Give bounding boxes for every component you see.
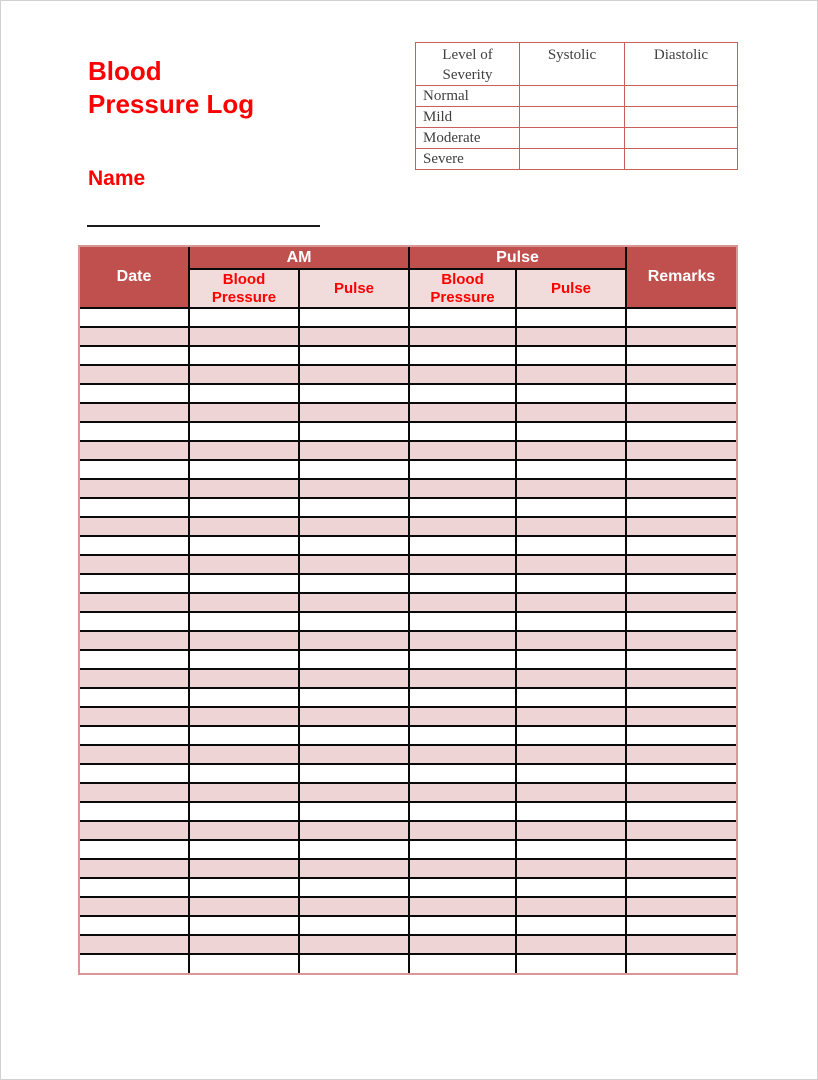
- log-cell-pm-bp[interactable]: [409, 726, 516, 745]
- log-cell-remarks[interactable]: [626, 308, 736, 327]
- log-table: [80, 247, 736, 973]
- log-cell-date[interactable]: [80, 498, 189, 517]
- log-cell-pm-pulse[interactable]: [516, 479, 626, 498]
- log-cell-am-pulse[interactable]: [299, 536, 409, 555]
- log-cell-pm-pulse[interactable]: [516, 745, 626, 764]
- log-cell-pm-bp[interactable]: [409, 517, 516, 536]
- page-title-line1: Blood: [88, 56, 162, 86]
- log-cell-am-pulse[interactable]: [299, 745, 409, 764]
- log-table-row: [80, 897, 736, 916]
- log-cell-remarks[interactable]: [626, 650, 736, 669]
- log-header-remarks: Remarks: [626, 247, 736, 308]
- log-table-row: [80, 479, 736, 498]
- log-cell-pm-pulse[interactable]: [516, 764, 626, 783]
- severity-label: Moderate: [416, 128, 520, 149]
- log-cell-pm-bp[interactable]: [409, 916, 516, 935]
- log-cell-pm-pulse[interactable]: [516, 935, 626, 954]
- log-cell-am-pulse[interactable]: [299, 441, 409, 460]
- log-cell-pm-pulse[interactable]: [516, 384, 626, 403]
- log-cell-am-pulse[interactable]: [299, 422, 409, 441]
- log-cell-am-pulse[interactable]: [299, 574, 409, 593]
- log-cell-am-pulse[interactable]: [299, 669, 409, 688]
- log-cell-am-pulse[interactable]: [299, 650, 409, 669]
- log-cell-remarks[interactable]: [626, 802, 736, 821]
- log-table-row: [80, 384, 736, 403]
- log-cell-remarks[interactable]: [626, 726, 736, 745]
- log-cell-am-bp[interactable]: [189, 346, 299, 365]
- log-cell-remarks[interactable]: [626, 365, 736, 384]
- log-cell-am-pulse[interactable]: [299, 897, 409, 916]
- severity-systolic-cell[interactable]: [520, 128, 625, 149]
- log-cell-remarks[interactable]: [626, 422, 736, 441]
- log-header-date: Date: [80, 247, 189, 308]
- log-cell-remarks[interactable]: [626, 441, 736, 460]
- log-cell-am-pulse[interactable]: [299, 707, 409, 726]
- log-header-pm-group: Pulse: [409, 247, 626, 269]
- log-cell-am-bp[interactable]: [189, 612, 299, 631]
- log-table-row: [80, 517, 736, 536]
- log-cell-date[interactable]: [80, 460, 189, 479]
- log-cell-am-bp[interactable]: [189, 403, 299, 422]
- log-cell-remarks[interactable]: [626, 574, 736, 593]
- severity-systolic-cell[interactable]: [520, 149, 625, 170]
- log-cell-remarks[interactable]: [626, 384, 736, 403]
- log-cell-date[interactable]: [80, 859, 189, 878]
- log-cell-am-pulse[interactable]: [299, 821, 409, 840]
- log-cell-remarks[interactable]: [626, 707, 736, 726]
- log-table-row: [80, 840, 736, 859]
- log-cell-am-bp[interactable]: [189, 802, 299, 821]
- log-cell-am-pulse[interactable]: [299, 764, 409, 783]
- log-cell-pm-pulse[interactable]: [516, 859, 626, 878]
- log-cell-am-bp[interactable]: [189, 365, 299, 384]
- log-cell-remarks[interactable]: [626, 403, 736, 422]
- log-cell-am-bp[interactable]: [189, 498, 299, 517]
- log-cell-pm-bp[interactable]: [409, 422, 516, 441]
- log-cell-am-bp[interactable]: [189, 536, 299, 555]
- log-cell-am-bp[interactable]: [189, 460, 299, 479]
- name-entry-line[interactable]: [87, 210, 320, 227]
- log-cell-pm-pulse[interactable]: [516, 517, 626, 536]
- log-table-row: [80, 422, 736, 441]
- log-cell-remarks[interactable]: [626, 327, 736, 346]
- log-cell-am-pulse[interactable]: [299, 498, 409, 517]
- log-cell-pm-bp[interactable]: [409, 403, 516, 422]
- log-cell-pm-bp[interactable]: [409, 460, 516, 479]
- severity-diastolic-cell[interactable]: [625, 128, 738, 149]
- log-cell-date[interactable]: [80, 935, 189, 954]
- log-cell-date[interactable]: [80, 688, 189, 707]
- log-cell-pm-bp[interactable]: [409, 631, 516, 650]
- log-cell-am-bp[interactable]: [189, 384, 299, 403]
- log-cell-pm-pulse[interactable]: [516, 707, 626, 726]
- log-cell-pm-pulse[interactable]: [516, 441, 626, 460]
- log-cell-pm-bp[interactable]: [409, 612, 516, 631]
- log-cell-pm-pulse[interactable]: [516, 498, 626, 517]
- log-subheader-pm-pulse: Pulse: [516, 269, 626, 308]
- log-cell-pm-bp[interactable]: [409, 840, 516, 859]
- log-cell-pm-bp[interactable]: [409, 935, 516, 954]
- log-cell-am-bp[interactable]: [189, 441, 299, 460]
- severity-label: Normal: [416, 86, 520, 107]
- log-cell-remarks[interactable]: [626, 859, 736, 878]
- log-cell-pm-pulse[interactable]: [516, 650, 626, 669]
- log-cell-am-pulse[interactable]: [299, 517, 409, 536]
- log-cell-am-pulse[interactable]: [299, 612, 409, 631]
- log-table-row: [80, 403, 736, 422]
- log-cell-remarks[interactable]: [626, 916, 736, 935]
- log-cell-am-pulse[interactable]: [299, 726, 409, 745]
- log-cell-am-bp[interactable]: [189, 688, 299, 707]
- log-table-row: [80, 726, 736, 745]
- log-cell-remarks[interactable]: [626, 479, 736, 498]
- log-cell-pm-bp[interactable]: [409, 878, 516, 897]
- log-table-row: [80, 346, 736, 365]
- log-cell-pm-bp[interactable]: [409, 954, 516, 973]
- log-cell-pm-pulse[interactable]: [516, 536, 626, 555]
- log-cell-pm-bp[interactable]: [409, 707, 516, 726]
- log-cell-date[interactable]: [80, 878, 189, 897]
- log-table-row: [80, 669, 736, 688]
- log-table-row: [80, 441, 736, 460]
- log-cell-am-pulse[interactable]: [299, 859, 409, 878]
- log-cell-remarks[interactable]: [626, 669, 736, 688]
- log-cell-am-pulse[interactable]: [299, 954, 409, 973]
- log-table-row: [80, 308, 736, 327]
- log-cell-pm-bp[interactable]: [409, 821, 516, 840]
- log-cell-am-pulse[interactable]: [299, 783, 409, 802]
- log-cell-date[interactable]: [80, 764, 189, 783]
- log-cell-date[interactable]: [80, 441, 189, 460]
- log-cell-remarks[interactable]: [626, 688, 736, 707]
- log-cell-am-pulse[interactable]: [299, 878, 409, 897]
- log-cell-am-bp[interactable]: [189, 783, 299, 802]
- log-cell-am-bp[interactable]: [189, 821, 299, 840]
- log-cell-remarks[interactable]: [626, 593, 736, 612]
- log-cell-pm-pulse[interactable]: [516, 574, 626, 593]
- severity-diastolic-cell[interactable]: [625, 149, 738, 170]
- log-table-row: [80, 935, 736, 954]
- log-cell-am-bp[interactable]: [189, 954, 299, 973]
- log-cell-pm-bp[interactable]: [409, 441, 516, 460]
- log-cell-am-bp[interactable]: [189, 308, 299, 327]
- log-table-row: [80, 327, 736, 346]
- log-cell-remarks[interactable]: [626, 878, 736, 897]
- log-cell-pm-pulse[interactable]: [516, 593, 626, 612]
- severity-header-level: Level of Severity: [416, 43, 520, 86]
- log-cell-pm-bp[interactable]: [409, 384, 516, 403]
- log-cell-date[interactable]: [80, 650, 189, 669]
- log-table-row: [80, 593, 736, 612]
- log-cell-remarks[interactable]: [626, 764, 736, 783]
- log-cell-date[interactable]: [80, 954, 189, 973]
- log-cell-am-bp[interactable]: [189, 574, 299, 593]
- log-cell-date[interactable]: [80, 346, 189, 365]
- log-cell-remarks[interactable]: [626, 517, 736, 536]
- log-cell-pm-pulse[interactable]: [516, 612, 626, 631]
- log-table-row: [80, 954, 736, 973]
- log-cell-am-bp[interactable]: [189, 631, 299, 650]
- log-cell-am-bp[interactable]: [189, 935, 299, 954]
- log-table-row: [80, 859, 736, 878]
- log-cell-pm-bp[interactable]: [409, 498, 516, 517]
- page-title-line2: Pressure Log: [88, 89, 255, 119]
- log-cell-am-bp[interactable]: [189, 726, 299, 745]
- log-cell-remarks[interactable]: [626, 783, 736, 802]
- severity-row-mild: [416, 107, 738, 128]
- log-cell-pm-pulse[interactable]: [516, 327, 626, 346]
- log-cell-date[interactable]: [80, 593, 189, 612]
- name-label: Name: [88, 167, 146, 190]
- log-cell-pm-bp[interactable]: [409, 346, 516, 365]
- log-table-row: [80, 536, 736, 555]
- log-subheader-am-blood-pressure: Blood Pressure: [189, 269, 299, 308]
- log-table-row: [80, 555, 736, 574]
- log-group-header-row: [80, 247, 736, 269]
- log-cell-pm-bp[interactable]: [409, 536, 516, 555]
- log-cell-am-bp[interactable]: [189, 897, 299, 916]
- severity-label: Severe: [416, 149, 520, 170]
- log-cell-pm-pulse[interactable]: [516, 783, 626, 802]
- log-cell-am-pulse[interactable]: [299, 840, 409, 859]
- log-cell-date[interactable]: [80, 840, 189, 859]
- log-cell-pm-bp[interactable]: [409, 555, 516, 574]
- log-header-am-group: AM: [189, 247, 409, 269]
- log-cell-pm-bp[interactable]: [409, 783, 516, 802]
- log-cell-am-pulse[interactable]: [299, 802, 409, 821]
- log-cell-date[interactable]: [80, 365, 189, 384]
- log-cell-date[interactable]: [80, 479, 189, 498]
- log-cell-pm-pulse[interactable]: [516, 802, 626, 821]
- log-table-row: [80, 878, 736, 897]
- log-cell-am-pulse[interactable]: [299, 403, 409, 422]
- log-cell-am-pulse[interactable]: [299, 555, 409, 574]
- log-table-row: [80, 631, 736, 650]
- log-cell-pm-pulse[interactable]: [516, 688, 626, 707]
- log-table-row: [80, 688, 736, 707]
- log-cell-pm-pulse[interactable]: [516, 422, 626, 441]
- severity-label: Mild: [416, 107, 520, 128]
- log-cell-am-bp[interactable]: [189, 859, 299, 878]
- severity-header-row: [416, 43, 738, 86]
- log-cell-am-bp[interactable]: [189, 593, 299, 612]
- log-cell-am-pulse[interactable]: [299, 479, 409, 498]
- log-cell-am-bp[interactable]: [189, 327, 299, 346]
- log-cell-pm-pulse[interactable]: [516, 308, 626, 327]
- severity-diastolic-cell[interactable]: [625, 86, 738, 107]
- log-cell-pm-pulse[interactable]: [516, 631, 626, 650]
- log-table-row: [80, 574, 736, 593]
- log-table-row: [80, 707, 736, 726]
- log-cell-date[interactable]: [80, 783, 189, 802]
- log-cell-pm-pulse[interactable]: [516, 555, 626, 574]
- log-table-frame: [78, 245, 738, 975]
- log-cell-pm-pulse[interactable]: [516, 460, 626, 479]
- log-cell-date[interactable]: [80, 726, 189, 745]
- log-cell-remarks[interactable]: [626, 555, 736, 574]
- log-cell-am-bp[interactable]: [189, 707, 299, 726]
- log-cell-pm-pulse[interactable]: [516, 365, 626, 384]
- log-cell-pm-bp[interactable]: [409, 688, 516, 707]
- log-cell-am-bp[interactable]: [189, 745, 299, 764]
- log-cell-am-pulse[interactable]: [299, 327, 409, 346]
- log-cell-date[interactable]: [80, 745, 189, 764]
- log-cell-remarks[interactable]: [626, 631, 736, 650]
- log-cell-remarks[interactable]: [626, 821, 736, 840]
- log-cell-am-bp[interactable]: [189, 669, 299, 688]
- severity-diastolic-cell[interactable]: [625, 107, 738, 128]
- log-cell-am-bp[interactable]: [189, 517, 299, 536]
- log-cell-pm-bp[interactable]: [409, 327, 516, 346]
- log-table-row: [80, 802, 736, 821]
- log-cell-date[interactable]: [80, 574, 189, 593]
- log-cell-pm-bp[interactable]: [409, 593, 516, 612]
- severity-systolic-cell[interactable]: [520, 107, 625, 128]
- log-cell-date[interactable]: [80, 802, 189, 821]
- log-cell-date[interactable]: [80, 308, 189, 327]
- severity-reference-table: [415, 42, 738, 170]
- log-table-row: [80, 745, 736, 764]
- log-cell-pm-bp[interactable]: [409, 802, 516, 821]
- log-cell-pm-pulse[interactable]: [516, 346, 626, 365]
- log-cell-date[interactable]: [80, 821, 189, 840]
- log-cell-date[interactable]: [80, 384, 189, 403]
- log-cell-remarks[interactable]: [626, 954, 736, 973]
- log-cell-am-pulse[interactable]: [299, 384, 409, 403]
- log-cell-date[interactable]: [80, 327, 189, 346]
- log-cell-pm-pulse[interactable]: [516, 840, 626, 859]
- log-cell-remarks[interactable]: [626, 935, 736, 954]
- log-cell-pm-bp[interactable]: [409, 897, 516, 916]
- log-cell-pm-bp[interactable]: [409, 669, 516, 688]
- log-cell-pm-bp[interactable]: [409, 308, 516, 327]
- log-cell-date[interactable]: [80, 517, 189, 536]
- log-cell-pm-pulse[interactable]: [516, 916, 626, 935]
- log-cell-am-pulse[interactable]: [299, 935, 409, 954]
- log-cell-remarks[interactable]: [626, 346, 736, 365]
- log-cell-date[interactable]: [80, 536, 189, 555]
- log-cell-am-pulse[interactable]: [299, 365, 409, 384]
- severity-header-systolic: Systolic: [520, 43, 625, 86]
- log-table-row: [80, 764, 736, 783]
- log-cell-pm-pulse[interactable]: [516, 897, 626, 916]
- log-cell-pm-bp[interactable]: [409, 365, 516, 384]
- log-table-row: [80, 916, 736, 935]
- severity-header-diastolic: Diastolic: [625, 43, 738, 86]
- log-table-row: [80, 460, 736, 479]
- severity-systolic-cell[interactable]: [520, 86, 625, 107]
- log-cell-date[interactable]: [80, 422, 189, 441]
- log-cell-pm-bp[interactable]: [409, 764, 516, 783]
- log-cell-date[interactable]: [80, 669, 189, 688]
- log-table-row: [80, 498, 736, 517]
- log-cell-pm-bp[interactable]: [409, 650, 516, 669]
- log-cell-date[interactable]: [80, 555, 189, 574]
- log-cell-pm-bp[interactable]: [409, 479, 516, 498]
- log-cell-date[interactable]: [80, 612, 189, 631]
- log-cell-remarks[interactable]: [626, 536, 736, 555]
- log-cell-pm-pulse[interactable]: [516, 821, 626, 840]
- log-cell-pm-bp[interactable]: [409, 859, 516, 878]
- log-cell-am-pulse[interactable]: [299, 308, 409, 327]
- log-cell-pm-pulse[interactable]: [516, 878, 626, 897]
- log-table-row: [80, 365, 736, 384]
- log-subheader-am-pulse: Pulse: [299, 269, 409, 308]
- log-cell-am-bp[interactable]: [189, 916, 299, 935]
- log-cell-am-pulse[interactable]: [299, 593, 409, 612]
- log-cell-am-pulse[interactable]: [299, 916, 409, 935]
- log-cell-remarks[interactable]: [626, 745, 736, 764]
- log-table-row: [80, 821, 736, 840]
- log-cell-remarks[interactable]: [626, 612, 736, 631]
- log-cell-pm-pulse[interactable]: [516, 669, 626, 688]
- log-cell-am-pulse[interactable]: [299, 346, 409, 365]
- log-cell-remarks[interactable]: [626, 460, 736, 479]
- log-cell-pm-pulse[interactable]: [516, 403, 626, 422]
- log-cell-pm-pulse[interactable]: [516, 726, 626, 745]
- log-cell-pm-pulse[interactable]: [516, 954, 626, 973]
- log-cell-date[interactable]: [80, 916, 189, 935]
- log-table-row: [80, 783, 736, 802]
- log-cell-remarks[interactable]: [626, 840, 736, 859]
- log-cell-am-bp[interactable]: [189, 878, 299, 897]
- log-cell-pm-bp[interactable]: [409, 745, 516, 764]
- log-cell-am-bp[interactable]: [189, 422, 299, 441]
- log-cell-am-pulse[interactable]: [299, 631, 409, 650]
- log-cell-date[interactable]: [80, 403, 189, 422]
- log-cell-am-bp[interactable]: [189, 650, 299, 669]
- log-cell-am-pulse[interactable]: [299, 688, 409, 707]
- log-table-row: [80, 612, 736, 631]
- log-cell-am-bp[interactable]: [189, 840, 299, 859]
- log-subheader-pm-blood-pressure: Blood Pressure: [409, 269, 516, 308]
- log-cell-date[interactable]: [80, 631, 189, 650]
- log-cell-remarks[interactable]: [626, 498, 736, 517]
- log-cell-am-bp[interactable]: [189, 479, 299, 498]
- log-cell-am-pulse[interactable]: [299, 460, 409, 479]
- log-table-row: [80, 650, 736, 669]
- log-cell-am-bp[interactable]: [189, 555, 299, 574]
- log-cell-date[interactable]: [80, 897, 189, 916]
- severity-row-normal: [416, 86, 738, 107]
- log-table-body: [80, 308, 736, 973]
- log-cell-pm-bp[interactable]: [409, 574, 516, 593]
- log-cell-date[interactable]: [80, 707, 189, 726]
- page-title: [88, 55, 254, 121]
- log-cell-remarks[interactable]: [626, 897, 736, 916]
- log-cell-am-bp[interactable]: [189, 764, 299, 783]
- severity-row-severe: [416, 149, 738, 170]
- severity-row-moderate: [416, 128, 738, 149]
